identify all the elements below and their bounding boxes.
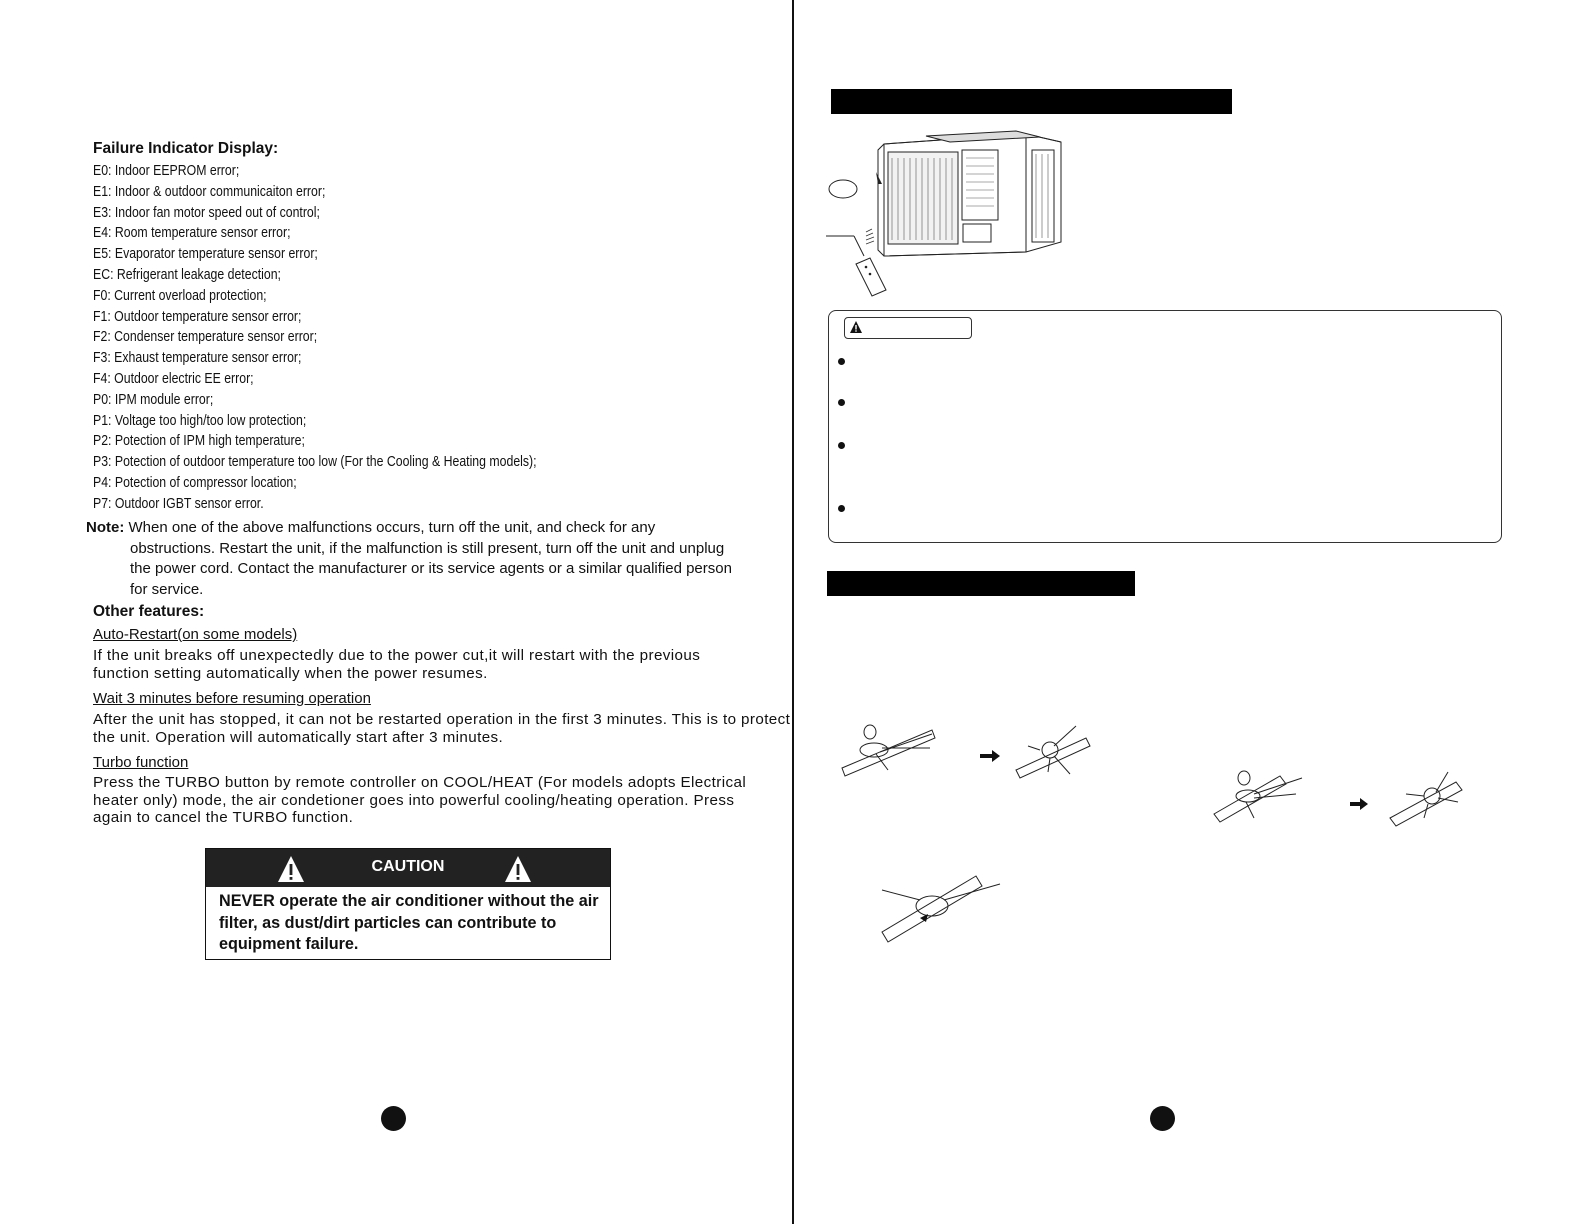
auto-restart-heading: Auto-Restart(on some models) <box>93 626 298 643</box>
turbo-text: Press the TURBO button by remote controller on COOL/HEAT (For models adopts Electrical heater only) mode, the air condetioner goes into powerful cooling/heating operation. Press again to cancel the TURBO function. <box>93 774 747 827</box>
failure-code-item: P2: Potection of IPM high temperature; <box>93 433 305 450</box>
caution-header <box>206 849 610 887</box>
malfunction-note <box>86 518 746 600</box>
warning-tag <box>844 317 972 339</box>
air-conditioner-illustration <box>826 124 1066 304</box>
warning-triangle-icon <box>503 854 533 884</box>
failure-code-list <box>93 161 609 515</box>
failure-indicator-title: Failure Indicator Display: <box>93 140 279 157</box>
warning-bullet <box>838 399 845 406</box>
section-header-bar <box>831 89 1232 114</box>
failure-code-item: P4: Potection of compressor location; <box>93 474 297 491</box>
wait-heading: Wait 3 minutes before resuming operation <box>93 690 371 707</box>
warning-bullet <box>838 442 845 449</box>
warning-panel <box>828 310 1502 543</box>
failure-code-item: F4: Outdoor electric EE error; <box>93 370 254 387</box>
failure-code-item: F0: Current overload protection; <box>93 287 267 304</box>
failure-code-item: F2: Condenser temperature sensor error; <box>93 329 318 346</box>
note-first-line: When one of the above malfunctions occurs, turn off the unit, and check for any <box>128 519 656 536</box>
note-label: Note: <box>86 519 125 536</box>
auto-restart-text: If the unit breaks off unexpectedly due to the power cut,it will restart with the previous function setting automatically when the power resumes. <box>93 647 701 682</box>
caution-box <box>205 848 611 960</box>
warning-bullet <box>838 505 845 512</box>
failure-code-item: EC: Refrigerant leakage detection; <box>93 266 281 283</box>
wait-text: After the unit has stopped, it can not be restarted operation in the first 3 minutes. This is to protect the unit. Operation will automatically start after 3 minutes. <box>93 711 791 746</box>
failure-code-item: P7: Outdoor IGBT sensor error. <box>93 495 264 512</box>
remote-step-illustration <box>840 720 1100 800</box>
page-number-dot <box>381 1106 406 1131</box>
other-features-title: Other features: <box>93 603 205 620</box>
failure-code-item: F3: Exhaust temperature sensor error; <box>93 350 302 367</box>
failure-code-item: E4: Room temperature sensor error; <box>93 225 291 242</box>
failure-code-item: P0: IPM module error; <box>93 391 214 408</box>
page-number-dot <box>1150 1106 1175 1131</box>
note-body: obstructions. Restart the unit, if the malfunction is still present, turn off the unit and unplug the power cord. Contact the manufacturer or its service agents or a similar qualified person for service. <box>130 539 732 598</box>
failure-code-item: E3: Indoor fan motor speed out of control; <box>93 204 320 221</box>
warning-bullet <box>838 358 845 365</box>
remote-battery-illustration <box>880 870 1020 960</box>
failure-code-item: F1: Outdoor temperature sensor error; <box>93 308 302 325</box>
section-header-bar <box>827 571 1135 596</box>
turbo-heading: Turbo function <box>93 754 189 771</box>
caution-text: NEVER operate the air conditioner without the air filter, as dust/dirt particles can contribute to equipment failure. <box>219 892 599 953</box>
remote-step-illustration <box>1210 768 1510 848</box>
failure-code-item: P3: Potection of outdoor temperature too low (For the Cooling & Heating models); <box>93 454 537 471</box>
failure-code-item: P1: Voltage too high/too low protection; <box>93 412 307 429</box>
warning-triangle-icon <box>849 320 863 334</box>
caution-label: CAUTION <box>371 858 445 875</box>
failure-code-item: E5: Evaporator temperature sensor error; <box>93 246 318 263</box>
page-divider <box>792 0 794 1224</box>
failure-code-item: E1: Indoor & outdoor communicaiton error; <box>93 183 326 200</box>
failure-code-item: E0: Indoor EEPROM error; <box>93 163 240 179</box>
